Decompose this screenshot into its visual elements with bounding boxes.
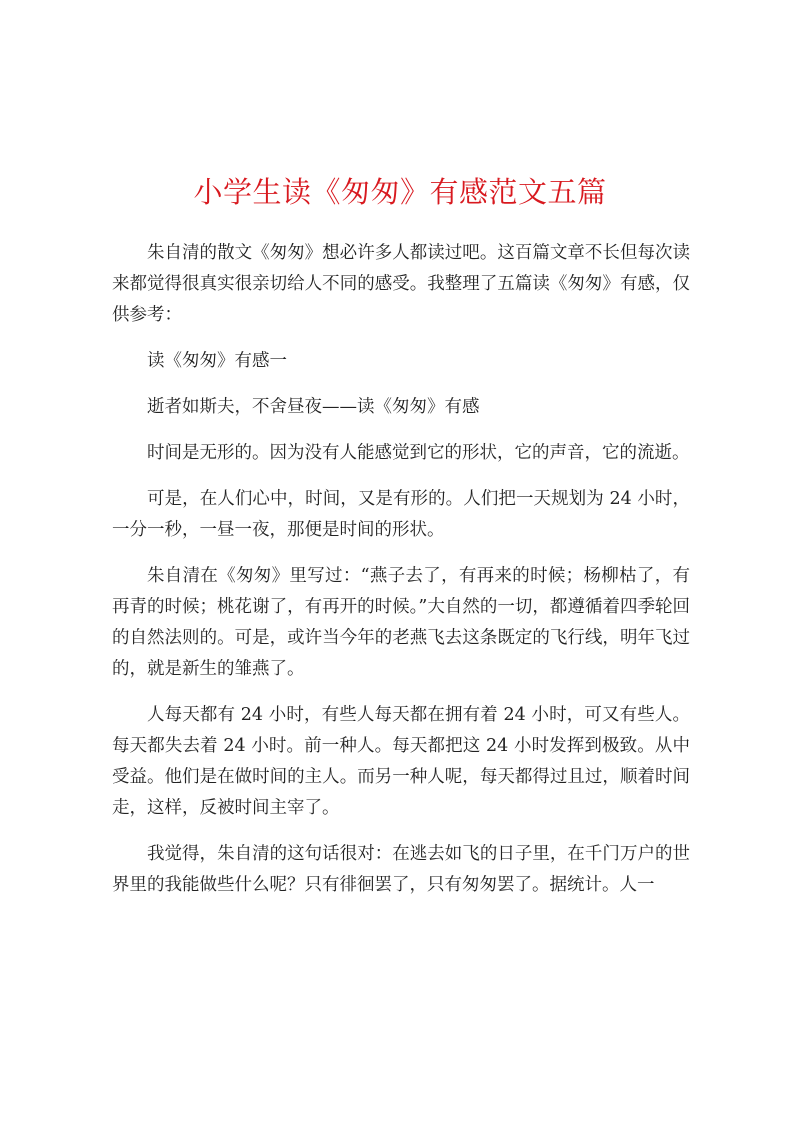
document-title: 小学生读《匆匆》有感范文五篇	[193, 175, 607, 209]
paragraph: 我觉得，朱自清的这句话很对：在逃去如飞的日子里，在千门万户的世界里的我能做些什么呢？只有徘徊罢了，只有匆匆罢了。据统计。人一	[112, 844, 690, 895]
paragraph-intro: 朱自清的散文《匆匆》想必许多人都读过吧。这百篇文章不长但每次读来都觉得很真实很亲切给人不同的感受。我整理了五篇读《匆匆》有感，仅供参考：	[112, 243, 690, 325]
paragraph: 可是，在人们心中，时间，又是有形的。人们把一天规划为 24 小时，一分一秒，一昼一夜，那便是时间的形状。	[112, 489, 690, 540]
document-body	[112, 238, 690, 916]
paragraph-section-heading: 读《匆匆》有感一	[147, 351, 287, 371]
paragraph: 时间是无形的。因为没有人能感觉到它的形状，它的声音，它的流逝。	[147, 443, 690, 463]
paragraph: 朱自清在《匆匆》里写过：“燕子去了，有再来的时候；杨柳枯了，有再青的时候；桃花谢了，有再开的时候。”大自然的一切，都遵循着四季轮回的自然法则的。可是，或许当今年的老燕飞去这条既定的飞行线，明年飞过的，就是新生的雏燕了。	[112, 566, 690, 679]
paragraph: 人每天都有 24 小时，有些人每天都在拥有着 24 小时，可又有些人。每天都失去着 24 小时。前一种人。每天都把这 24 小时发挥到极致。从中受益。他们是在做时间的主人。而另一种人呢，每天都得过且过，顺着时间走，这样，反被时间主宰了。	[112, 705, 690, 818]
paragraph-subtitle: 逝者如斯夫，不舍昼夜——读《匆匆》有感	[147, 397, 480, 417]
